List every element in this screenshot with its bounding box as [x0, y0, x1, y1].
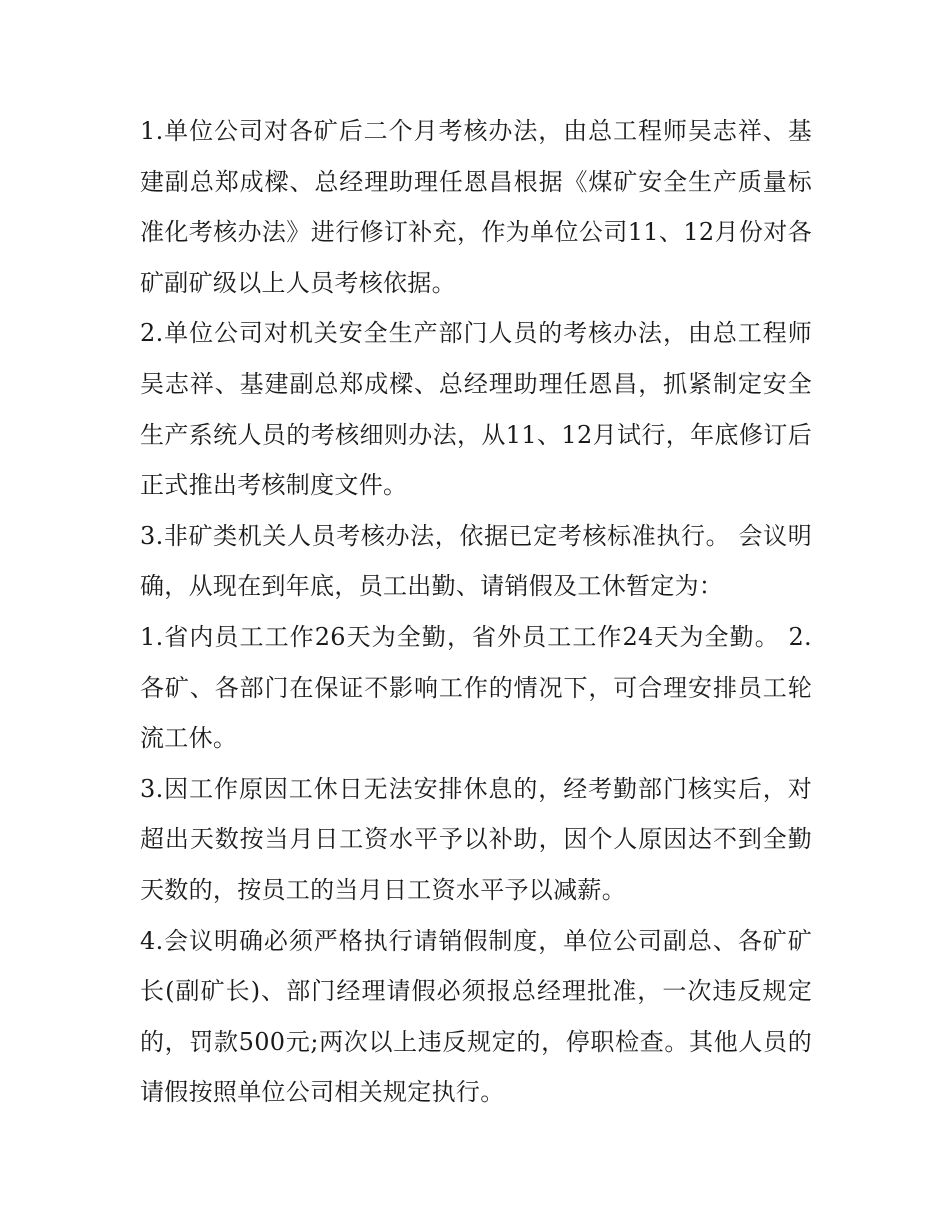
document-body	[140, 106, 812, 1118]
paragraph-2: 2.单位公司对机关安全生产部门人员的考核办法，由总工程师吴志祥、基建副总郑成樑、总经理助理任恩昌，抓紧制定安全生产系统人员的考核细则办法，从11、12月试行，年底修订后正式推出考核制度文件。	[140, 319, 812, 500]
paragraph-4: 1.省内员工工作26天为全勤，省外员工工作24天为全勤。 2.各矿、各部门在保证不影响工作的情况下，可合理安排员工轮流工休。	[140, 622, 812, 753]
paragraph-5: 3.因工作原因工休日无法安排休息的，经考勤部门核实后，对超出天数按当月日工资水平予以补助，因个人原因达不到全勤天数的，按员工的当月日工资水平予以减薪。	[140, 774, 812, 904]
paragraph-1: 1.单位公司对各矿后二个月考核办法，由总工程师吴志祥、基建副总郑成樑、总经理助理任恩昌根据《煤矿安全生产质量标准化考核办法》进行修订补充，作为单位公司11、12月份对各矿副矿级以上人员考核依据。	[140, 117, 812, 297]
paragraph-3: 3.非矿类机关人员考核办法，依据已定考核标准执行。 会议明确，从现在到年底，员工出勤、请销假及工休暂定为：	[140, 521, 812, 601]
paragraph-6: 4.会议明确必须严格执行请销假制度，单位公司副总、各矿矿长(副矿长)、部门经理请假必须报总经理批准，一次违反规定的，罚款500元;两次以上违反规定的，停职检查。其他人员的请假按照单位公司相关规定执行。	[140, 926, 812, 1107]
